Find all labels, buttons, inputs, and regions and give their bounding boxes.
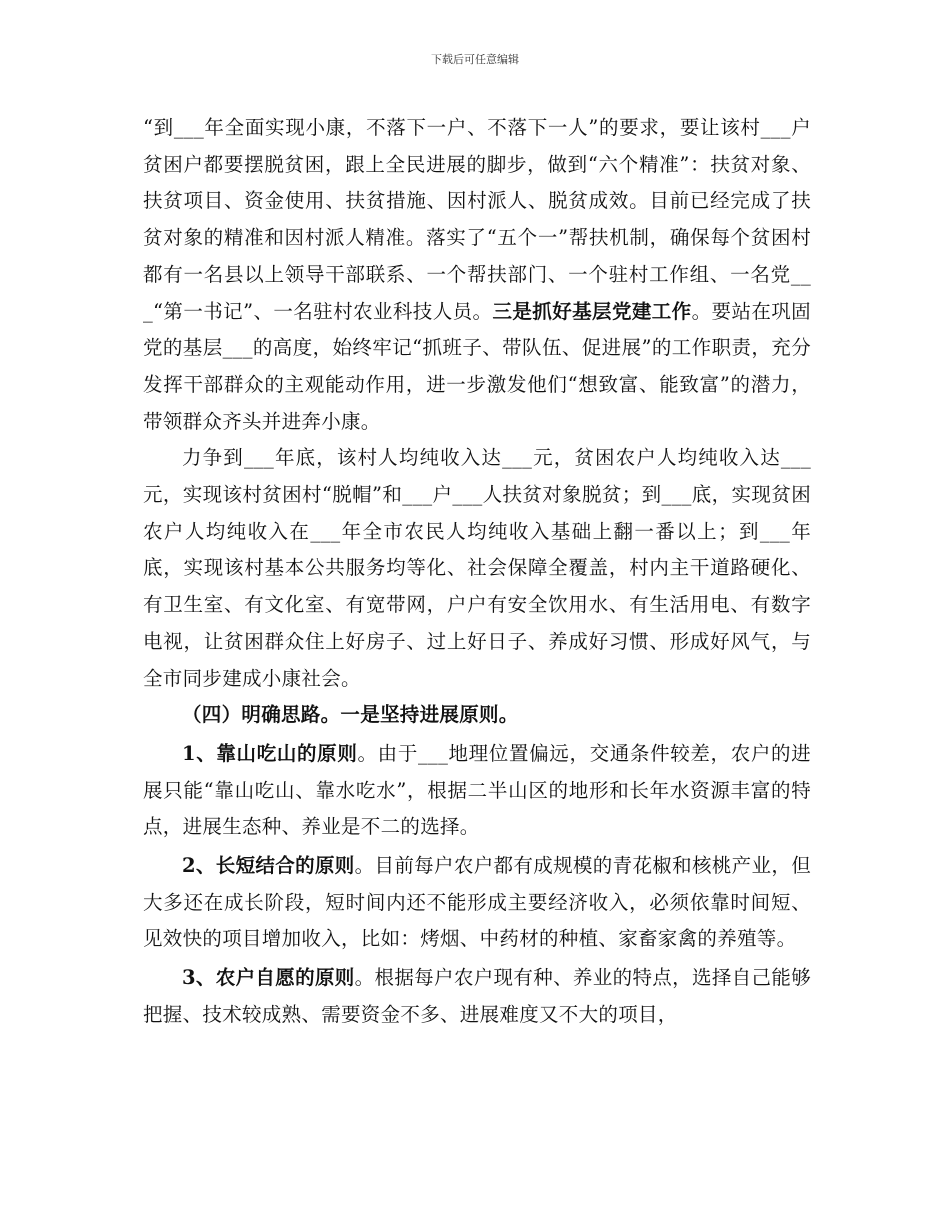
paragraph-1-bold: 三是抓好基层党建工作	[492, 299, 692, 323]
paragraph-1-text: “到___年全面实现小康，不落下一户、不落下一人”的要求，要让该村___户贫困户都要摆脱贫困，跟上全民进展的脚步，做到“六个精准”：扶贫对象、扶贫项目、资金使用、扶贫措施、因村派人、脱贫成效。目前已经完成了扶贫对象的精准和因村派人精准。落实了“五个一”帮扶机制，确保每个贫困村都有一名县以上领导干部联系、一个帮扶部门、一个驻村工作组、一名党___“第一书记”、一名驻村农业科技人员。	[143, 116, 811, 323]
paragraph-6-text: 。根据每户农户现有种、养业的特点，选择自己能够把握、技术较成熟、需要资金不多、进展难度又不大的项目，	[143, 966, 811, 1026]
paragraph-6-lead: 3、农户自愿的原则	[182, 966, 355, 990]
paragraph-2	[143, 440, 811, 697]
paragraph-1	[143, 110, 811, 440]
paragraph-5-text: 。目前每户农户都有成规模的青花椒和核桃产业，但大多还在成长阶段，短时间内还不能形成主要经济收入，必须依靠时间短、见效快的项目增加收入，比如：烤烟、中药材的种植、家畜家禽的养殖等。	[143, 854, 811, 951]
paragraph-4	[143, 736, 811, 846]
header-text: 下载后可任意编辑	[431, 53, 519, 66]
paragraph-4-text: 。由于___地理位置偏远，交通条件较差，农户的进展只能“靠山吃山、靠水吃水”，根据二半山区的地形和长年水资源丰富的特点，进展生态种、养业是不二的选择。	[143, 741, 811, 839]
paragraph-2-text: 力争到___年底，该村人均纯收入达___元，贫困农户人均纯收入达___元，实现该村贫困村“脱帽”和___户___人扶贫对象脱贫；到___底，实现贫困农户人均纯收入在___年全市农民人均纯收入基础上翻一番以上；到___年底，实现该村基本公共服务均等化、社会保障全覆盖，村内主干道路硬化、有卫生室、有文化室、有宽带网，户户有安全饮用水、有生活用电、有数字电视，让贫困群众住上好房子、过上好日子、养成好习惯、形成好风气，与全市同步建成小康社会。	[143, 446, 811, 690]
paragraph-4-lead: 1、靠山吃山的原则	[182, 741, 358, 765]
paragraph-5-lead: 2、长短结合的原则	[182, 854, 355, 878]
paragraph-6	[143, 960, 811, 1033]
paragraph-5	[143, 848, 811, 958]
paragraph-3-lead: （四）明确思路。一是坚持进展原则。	[182, 703, 519, 727]
document-body	[143, 110, 811, 1034]
paragraph-1-tail: 。要站在巩固党的基层___的高度，始终牢记“抓班子、带队伍、促进展”的工作职责，充分发挥干部群众的主观能动作用，进一步激发他们“想致富、能致富”的潜力，带领群众齐头并进奔小康。	[143, 299, 811, 433]
paragraph-3-heading	[143, 697, 811, 734]
page-header	[0, 53, 950, 67]
